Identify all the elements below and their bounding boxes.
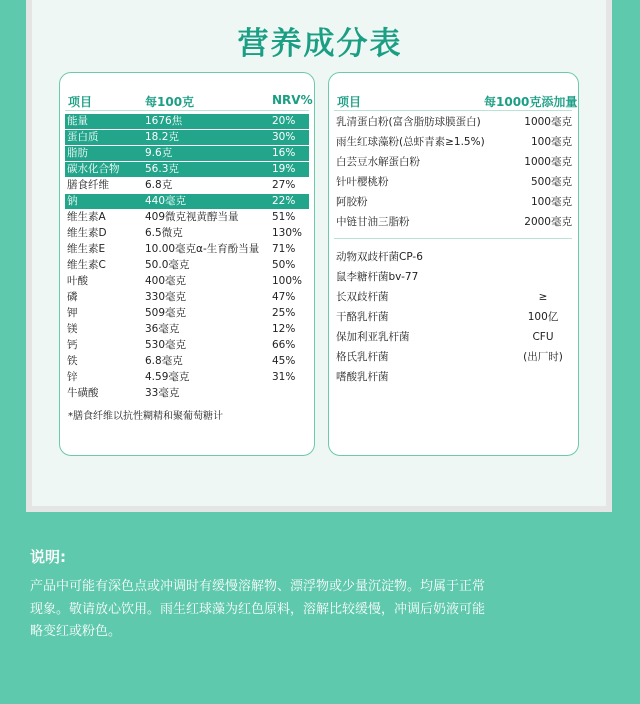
cell-nrv: 30% bbox=[272, 131, 296, 143]
cell-value: 409微克视黄醇当量 bbox=[145, 211, 239, 223]
header-item: 项目 bbox=[337, 95, 362, 109]
cell-value: 9.6克 bbox=[145, 147, 173, 159]
list-item: 嗜酸乳杆菌 bbox=[336, 371, 389, 383]
cell-nrv: 66% bbox=[272, 339, 296, 351]
table-row bbox=[65, 210, 309, 225]
table-row bbox=[65, 306, 309, 321]
cell-value: 1000毫克 bbox=[524, 116, 572, 128]
cell-nrv: 130% bbox=[272, 227, 303, 239]
cell-value: 6.8毫克 bbox=[145, 355, 183, 367]
cell-value: 500毫克 bbox=[530, 176, 572, 188]
note-line: 现象。敬请放心饮用。雨生红球藻为红色原料，溶解比较缓慢，冲调后奶液可能 bbox=[30, 601, 486, 617]
table-row bbox=[65, 178, 309, 193]
cell-value: 18.2克 bbox=[145, 131, 179, 143]
list-item: 保加利亚乳杆菌 bbox=[336, 331, 410, 343]
cell-name: 膳食纤维 bbox=[67, 179, 109, 191]
table-row bbox=[65, 162, 309, 177]
cell-value: 330毫克 bbox=[145, 291, 187, 303]
cell-name: 能量 bbox=[67, 115, 88, 127]
cell-value: 100毫克 bbox=[530, 136, 572, 148]
cell-name: 中链甘油三脂粉 bbox=[336, 216, 410, 228]
header-item: 项目 bbox=[68, 95, 93, 109]
cell-value: 2000毫克 bbox=[524, 216, 572, 228]
header-divider bbox=[65, 110, 309, 111]
list-item: 鼠李糖杆菌bv-77 bbox=[336, 271, 419, 283]
probiotic-count: ≥ bbox=[538, 291, 548, 303]
table-row bbox=[65, 146, 309, 161]
cell-value: 400毫克 bbox=[145, 275, 187, 287]
table-row bbox=[336, 114, 574, 130]
cell-value: 509毫克 bbox=[145, 307, 187, 319]
cell-nrv: 12% bbox=[272, 323, 296, 335]
header-per1000g: 每1000克添加量 bbox=[484, 95, 578, 109]
cell-name: 维生素C bbox=[67, 259, 106, 271]
cell-value: 6.8克 bbox=[145, 179, 173, 191]
list-item: 动物双歧杆菌CP-6 bbox=[336, 251, 423, 263]
header-per100g: 每100克 bbox=[145, 95, 195, 109]
cell-name: 维生素D bbox=[67, 227, 107, 239]
cell-name: 牛磺酸 bbox=[67, 387, 99, 399]
table-row bbox=[65, 226, 309, 241]
cell-name: 镁 bbox=[67, 323, 78, 335]
cell-value: 33毫克 bbox=[145, 387, 180, 399]
note-text bbox=[30, 576, 590, 644]
list-item: 干酪乳杆菌 bbox=[336, 311, 389, 323]
page-title: 营养成分表 bbox=[237, 26, 403, 62]
note-line: 略变红或粉色。 bbox=[30, 624, 122, 639]
additives-table bbox=[328, 72, 579, 456]
table-row bbox=[336, 154, 574, 170]
table-row bbox=[65, 354, 309, 369]
cell-value: 4.59毫克 bbox=[145, 371, 190, 383]
cell-name: 雨生红球藻粉(总虾青素≥1.5%) bbox=[336, 136, 485, 148]
cell-name: 阿胶粉 bbox=[336, 196, 368, 208]
list-item: 格氏乳杆菌 bbox=[336, 351, 389, 363]
table-row bbox=[336, 134, 574, 150]
table-row bbox=[65, 322, 309, 337]
cell-value: 100毫克 bbox=[530, 196, 572, 208]
table-row bbox=[65, 370, 309, 385]
cell-name: 钙 bbox=[67, 339, 78, 351]
nutrition-table bbox=[59, 72, 315, 456]
probiotic-count: CFU bbox=[532, 331, 554, 343]
cell-name: 蛋白质 bbox=[67, 131, 99, 143]
cell-name: 碳水化合物 bbox=[67, 163, 120, 175]
cell-name: 钾 bbox=[67, 307, 78, 319]
cell-nrv: 25% bbox=[272, 307, 296, 319]
header-divider bbox=[334, 110, 572, 111]
table-row bbox=[65, 290, 309, 305]
cell-value: 56.3克 bbox=[145, 163, 179, 175]
cell-nrv: 22% bbox=[272, 195, 296, 207]
table-row bbox=[65, 114, 309, 129]
probiotic-count: (出厂时) bbox=[523, 351, 563, 363]
cell-nrv: 16% bbox=[272, 147, 296, 159]
cell-name: 维生素E bbox=[67, 243, 106, 255]
table-row bbox=[336, 214, 574, 230]
cell-nrv: 27% bbox=[272, 179, 296, 191]
cell-value: 1000毫克 bbox=[524, 156, 572, 168]
cell-name: 叶酸 bbox=[67, 275, 88, 287]
cell-name: 维生素A bbox=[67, 211, 106, 223]
table-row bbox=[65, 242, 309, 257]
cell-value: 1676焦 bbox=[145, 115, 183, 127]
cell-name: 锌 bbox=[67, 371, 78, 383]
footnote: *膳食纤维以抗性糊精和聚葡萄糖计 bbox=[68, 411, 223, 422]
note-title: 说明: bbox=[30, 548, 66, 566]
table-row bbox=[65, 194, 309, 209]
cell-value: 6.5微克 bbox=[145, 227, 183, 239]
cell-nrv: 20% bbox=[272, 115, 296, 127]
cell-name: 针叶樱桃粉 bbox=[336, 176, 389, 188]
cell-nrv: 45% bbox=[272, 355, 296, 367]
cell-value: 36毫克 bbox=[145, 323, 180, 335]
cell-nrv: 100% bbox=[272, 275, 303, 287]
cell-nrv: 50% bbox=[272, 259, 296, 271]
cell-name: 乳清蛋白粉(富含脂肪球膜蛋白) bbox=[336, 116, 481, 128]
cell-value: 50.0毫克 bbox=[145, 259, 190, 271]
cell-name: 脂肪 bbox=[67, 147, 88, 159]
table-row bbox=[65, 386, 309, 401]
table-row bbox=[65, 130, 309, 145]
cell-nrv: 71% bbox=[272, 243, 296, 255]
table-row bbox=[65, 338, 309, 353]
table-row bbox=[65, 274, 309, 289]
cell-name: 钠 bbox=[67, 195, 78, 207]
table-row bbox=[336, 174, 574, 190]
cell-value: 530毫克 bbox=[145, 339, 187, 351]
probiotic-count: 100亿 bbox=[527, 311, 559, 323]
cell-name: 白芸豆水解蛋白粉 bbox=[336, 156, 420, 168]
cell-name: 磷 bbox=[67, 291, 78, 303]
cell-nrv: 19% bbox=[272, 163, 296, 175]
table-row bbox=[65, 258, 309, 273]
table-row bbox=[336, 194, 574, 210]
cell-name: 铁 bbox=[67, 355, 78, 367]
cell-value: 10.00毫克α-生育酚当量 bbox=[145, 243, 260, 255]
cell-value: 440毫克 bbox=[145, 195, 187, 207]
note-line: 产品中可能有深色点或冲调时有缓慢溶解物、漂浮物或少量沉淀物。均属于正常 bbox=[30, 579, 486, 594]
cell-nrv: 47% bbox=[272, 291, 296, 303]
list-item: 长双歧杆菌 bbox=[336, 291, 389, 303]
header-nrv: NRV% bbox=[272, 93, 313, 107]
cell-nrv: 31% bbox=[272, 371, 296, 383]
section-divider bbox=[334, 238, 572, 239]
cell-nrv: 51% bbox=[272, 211, 296, 223]
